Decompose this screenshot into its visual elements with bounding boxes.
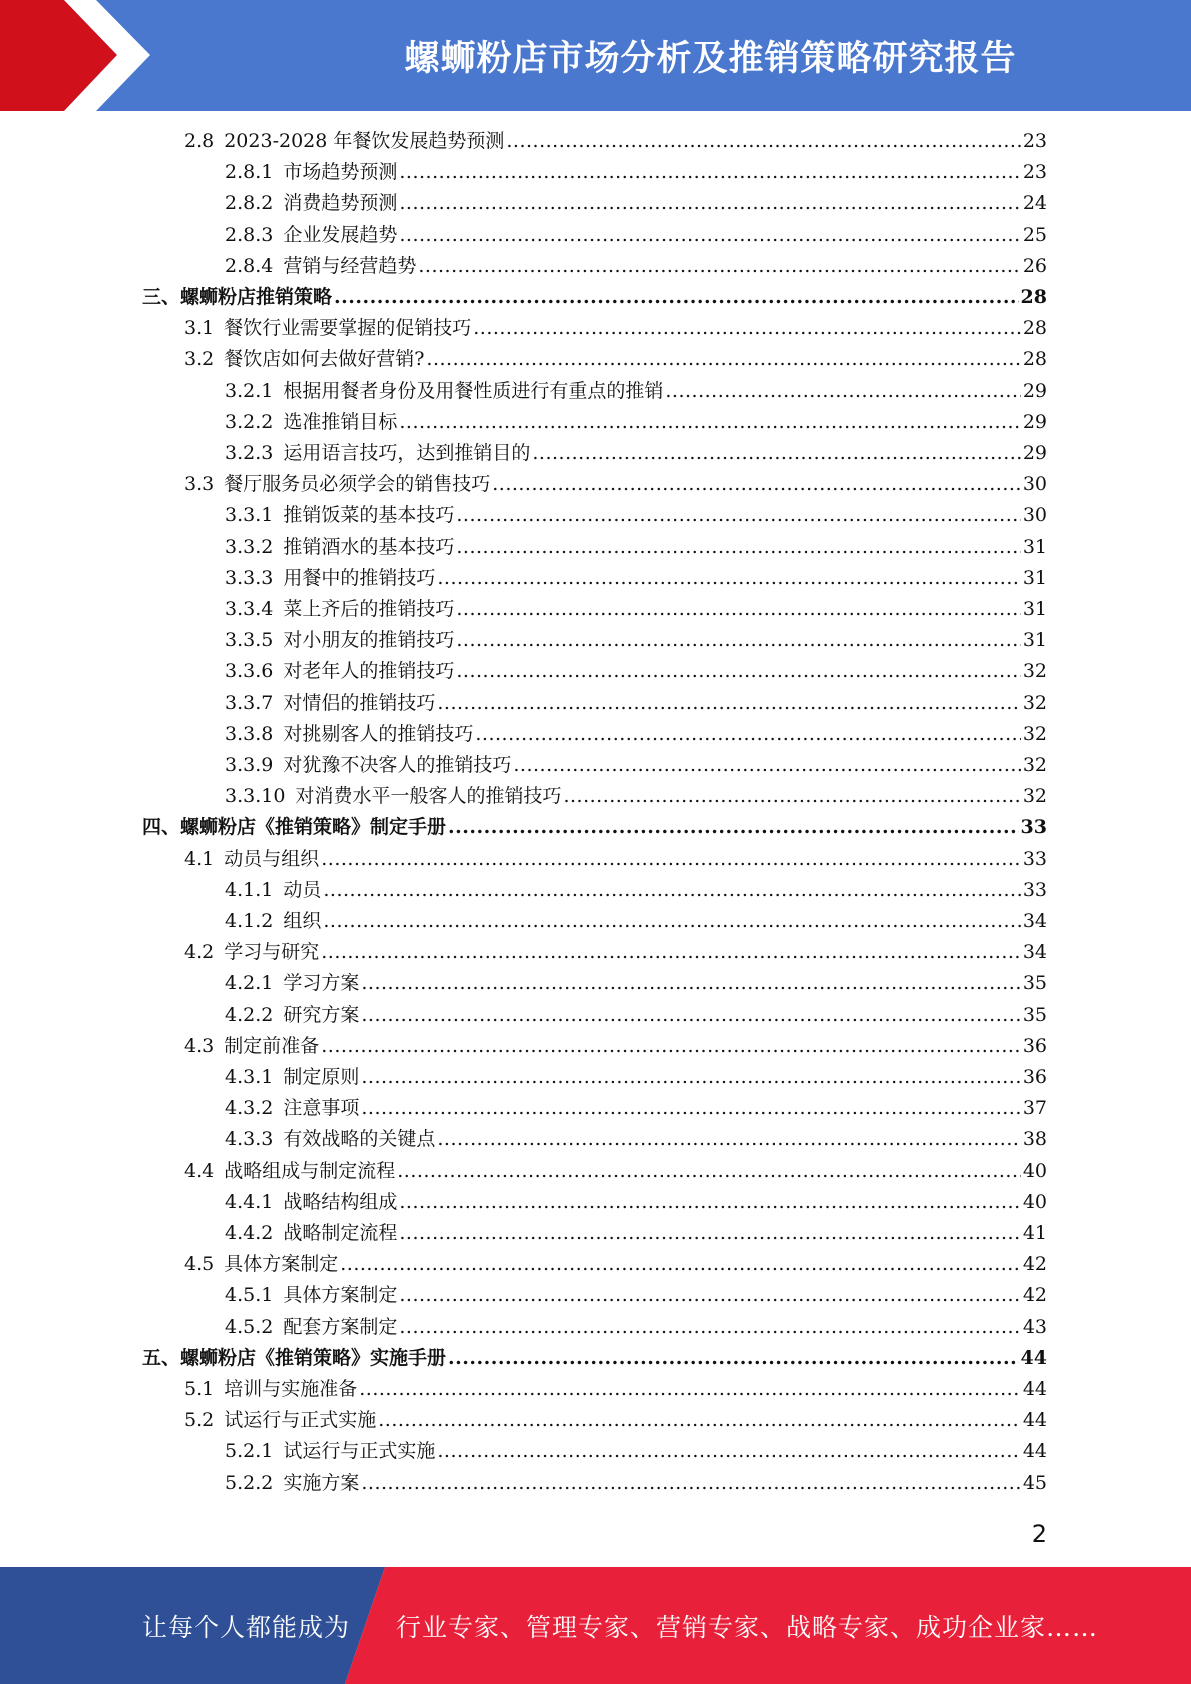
toc-entry-page: 44 (1022, 1440, 1047, 1463)
toc-dot-leader (361, 1000, 1020, 1030)
toc-dot-leader (399, 407, 1020, 437)
toc-entry-page: 28 (1022, 348, 1047, 371)
toc-entry-page: 32 (1022, 660, 1047, 683)
toc-entry-number: 3.3.3 (225, 566, 274, 589)
toc-entry-number: 5.1 (184, 1378, 215, 1400)
toc-entry-page: 32 (1022, 785, 1047, 808)
toc-entry-number: 3.3.7 (225, 691, 274, 714)
arrow-chevron-icon (0, 0, 160, 111)
toc-entry-title: 市场趋势预测 (283, 161, 398, 184)
toc-dot-leader (321, 1031, 1021, 1061)
toc-dot-leader (456, 500, 1020, 530)
toc-entry[interactable] (184, 313, 1047, 343)
toc-dot-leader (323, 906, 1020, 936)
toc-dot-leader (437, 1436, 1020, 1466)
toc-dot-leader (334, 282, 1019, 312)
page-footer (0, 1567, 1191, 1684)
toc-entry-page: 33 (1022, 878, 1047, 901)
toc-dot-leader (399, 188, 1020, 218)
toc-entry-page: 31 (1022, 566, 1047, 589)
toc-entry[interactable] (184, 1405, 1047, 1435)
toc-entry-title: 餐饮行业需要掌握的促销技巧 (224, 317, 472, 340)
toc-entry-page: 42 (1022, 1284, 1047, 1307)
toc-dot-leader (361, 968, 1020, 998)
toc-entry-title: 螺蛳粉店《推销策略》制定手册 (180, 816, 447, 839)
toc-entry-page: 36 (1022, 1034, 1047, 1057)
toc-dot-leader (437, 688, 1020, 718)
toc-dot-leader (399, 1312, 1020, 1342)
toc-entry[interactable] (225, 656, 1047, 686)
toc-entry[interactable] (225, 1062, 1047, 1092)
toc-entry-page: 40 (1022, 1159, 1047, 1182)
toc-entry-title: 2023-2028 年餐饮发展趋势预测 (224, 130, 505, 152)
toc-entry-title: 对挑剔客人的推销技巧 (283, 722, 474, 745)
toc-entry-page: 44 (1022, 1409, 1047, 1432)
toc-entry-page: 35 (1022, 972, 1047, 995)
toc-entry-title: 试运行与正式实施 (224, 1409, 377, 1432)
page-number: 2 (1031, 1520, 1047, 1548)
toc-entry-page: 35 (1022, 1003, 1047, 1026)
toc-entry-title: 对情侣的推销技巧 (283, 691, 436, 714)
toc-entry-title: 研究方案 (283, 1003, 360, 1026)
toc-dot-leader (506, 126, 1020, 156)
toc-dot-leader (448, 1343, 1019, 1373)
toc-entry-title: 对犹豫不决客人的推销技巧 (283, 754, 512, 776)
toc-entry[interactable] (225, 1124, 1047, 1154)
toc-entry-title: 选准推销目标 (283, 410, 398, 433)
toc-entry-number: 3.3.10 (225, 785, 286, 808)
toc-entry[interactable] (225, 875, 1047, 905)
toc-entry-title: 学习与研究 (224, 941, 320, 964)
toc-entry-title: 制定原则 (283, 1066, 360, 1088)
toc-entry-number: 3.3.6 (225, 660, 274, 683)
toc-entry-page: 32 (1022, 722, 1047, 745)
toc-entry-number: 5.2.1 (225, 1440, 274, 1463)
toc-dot-leader (378, 1405, 1021, 1435)
toc-entry-title: 战略结构组成 (283, 1190, 398, 1213)
toc-entry-page: 31 (1022, 629, 1047, 652)
toc-entry-number: 5.2.2 (225, 1471, 274, 1494)
toc-entry-title: 实施方案 (283, 1471, 360, 1494)
toc-entry-title: 具体方案制定 (283, 1284, 398, 1307)
toc-entry[interactable] (225, 1218, 1047, 1248)
toc-entry-page: 45 (1022, 1471, 1047, 1494)
toc-entry-page: 37 (1022, 1097, 1047, 1120)
toc-entry-number: 2.8 (184, 130, 215, 152)
toc-entry-title: 动员 (283, 878, 322, 901)
toc-entry-number: 4.1 (184, 847, 215, 870)
toc-entry-page: 44 (1022, 1378, 1047, 1400)
toc-entry-number: 3.3.8 (225, 722, 274, 745)
toc-entry-page: 43 (1022, 1315, 1047, 1338)
toc-entry[interactable] (225, 1312, 1047, 1342)
toc-entry[interactable] (142, 812, 1047, 842)
toc-dot-leader (418, 251, 1020, 281)
toc-entry[interactable] (142, 1343, 1047, 1373)
toc-entry-page: 41 (1022, 1222, 1047, 1244)
toc-entry-title: 注意事项 (283, 1097, 360, 1120)
toc-entry-number: 5.2 (184, 1409, 215, 1432)
toc-entry-title: 具体方案制定 (224, 1253, 339, 1276)
toc-dot-leader (456, 594, 1020, 624)
toc-entry-page: 36 (1022, 1066, 1047, 1088)
toc-entry-title: 消费趋势预测 (283, 192, 398, 215)
toc-entry-title: 菜上齐后的推销技巧 (283, 598, 455, 620)
toc-dot-leader (361, 1468, 1020, 1498)
toc-entry-title: 学习方案 (283, 972, 360, 995)
toc-dot-leader (321, 844, 1021, 874)
toc-entry-page: 34 (1022, 910, 1047, 932)
toc-entry[interactable] (225, 532, 1047, 562)
toc-entry-title: 螺蛳粉店《推销策略》实施手册 (180, 1346, 447, 1369)
toc-dot-leader (399, 1187, 1020, 1217)
toc-entry-number: 4.1.2 (225, 910, 274, 932)
toc-entry-page: 23 (1022, 130, 1047, 152)
toc-entry[interactable] (225, 1436, 1047, 1466)
toc-entry[interactable] (225, 1000, 1047, 1030)
toc-entry[interactable] (225, 719, 1047, 749)
toc-entry[interactable] (184, 469, 1047, 499)
toc-entry[interactable] (225, 407, 1047, 437)
toc-entry[interactable] (184, 344, 1047, 374)
toc-dot-leader (456, 656, 1020, 686)
toc-entry-number: 3.1 (184, 317, 215, 340)
toc-entry-title: 组织 (283, 910, 322, 932)
toc-entry-number: 4.4.2 (225, 1222, 274, 1244)
toc-entry[interactable] (225, 500, 1047, 530)
toc-entry[interactable] (225, 781, 1047, 811)
toc-dot-leader (397, 1156, 1021, 1186)
toc-entry-page: 24 (1022, 192, 1047, 215)
toc-dot-leader (437, 1124, 1020, 1154)
toc-entry-number: 3.2 (184, 348, 215, 371)
toc-entry-title: 动员与组织 (224, 847, 320, 870)
toc-dot-leader (361, 1062, 1020, 1092)
toc-entry[interactable] (225, 157, 1047, 187)
toc-dot-leader (399, 220, 1020, 250)
toc-entry-title: 餐厅服务员必须学会的销售技巧 (224, 473, 491, 496)
toc-entry-page: 44 (1020, 1346, 1047, 1369)
toc-entry-number: 3.3.9 (225, 754, 274, 776)
footer-slogan-right: 行业专家、管理专家、营销专家、战略专家、成功企业家…… (396, 1612, 1099, 1642)
toc-entry-page: 33 (1022, 847, 1047, 870)
toc-entry-number: 2.8.2 (225, 192, 274, 215)
toc-entry-number: 3.3 (184, 473, 215, 496)
toc-entry-page: 28 (1022, 317, 1047, 340)
toc-entry-number: 3.3.2 (225, 535, 274, 558)
toc-entry-title: 螺蛳粉店推销策略 (180, 286, 333, 308)
toc-dot-leader (340, 1249, 1021, 1279)
toc-dot-leader (665, 376, 1020, 406)
toc-entry-page: 29 (1022, 442, 1047, 464)
toc-entry-page: 29 (1022, 410, 1047, 433)
toc-entry[interactable] (184, 937, 1047, 967)
toc-entry-title: 培训与实施准备 (224, 1378, 358, 1400)
toc-entry-title: 战略制定流程 (283, 1222, 398, 1244)
toc-dot-leader (399, 1218, 1020, 1248)
toc-entry-number: 3.2.2 (225, 410, 274, 433)
toc-entry-page: 30 (1022, 504, 1047, 527)
toc-dot-leader (321, 937, 1021, 967)
toc-entry-page: 28 (1020, 286, 1047, 308)
toc-dot-leader (492, 469, 1021, 499)
toc-entry-title: 制定前准备 (224, 1034, 320, 1057)
toc-entry-number: 2.8.4 (225, 254, 274, 277)
toc-entry[interactable] (184, 126, 1047, 156)
toc-entry-number: 4.5 (184, 1253, 215, 1276)
toc-entry[interactable] (225, 438, 1047, 468)
toc-entry-title: 企业发展趋势 (283, 223, 398, 246)
toc-entry-title: 营销与经营趋势 (283, 254, 417, 277)
toc-entry-title: 对消费水平一般客人的推销技巧 (295, 785, 562, 808)
toc-entry-number: 4.4 (184, 1159, 215, 1182)
toc-entry-number: 3.2.3 (225, 442, 274, 464)
toc-entry-page: 40 (1022, 1190, 1047, 1213)
toc-entry[interactable] (225, 594, 1047, 624)
page-header (0, 0, 1191, 111)
toc-dot-leader (437, 563, 1020, 593)
report-title: 螺蛳粉店市场分析及推销策略研究报告 (404, 38, 1017, 79)
toc-entry-number: 4.2.2 (225, 1003, 274, 1026)
toc-entry[interactable] (225, 563, 1047, 593)
toc-entry[interactable] (225, 1187, 1047, 1217)
footer-slogan-left: 让每个人都能成为 (142, 1612, 351, 1642)
toc-entry-page: 31 (1022, 598, 1047, 620)
toc-entry[interactable] (184, 844, 1047, 874)
toc-entry[interactable] (225, 1280, 1047, 1310)
toc-dot-leader (456, 532, 1020, 562)
toc-entry-number: 4.5.2 (225, 1315, 274, 1338)
toc-entry-number: 4.5.1 (225, 1284, 274, 1307)
toc-dot-leader (359, 1374, 1021, 1404)
toc-entry-number: 4.2.1 (225, 972, 274, 995)
toc-entry-number: 4.3.3 (225, 1128, 274, 1151)
toc-entry[interactable] (225, 906, 1047, 936)
toc-entry-page: 30 (1022, 473, 1047, 496)
toc-entry-number: 五、 (142, 1346, 181, 1369)
toc-entry-page: 25 (1022, 223, 1047, 246)
toc-entry-title: 试运行与正式实施 (283, 1440, 436, 1463)
toc-entry-number: 三、 (142, 286, 181, 308)
toc-entry[interactable] (225, 188, 1047, 218)
toc-entry-number: 4.3.2 (225, 1097, 274, 1120)
toc-entry-number: 2.8.3 (225, 223, 274, 246)
toc-entry-page: 23 (1022, 161, 1047, 184)
toc-entry-title: 运用语言技巧，达到推销目的 (283, 442, 531, 464)
toc-entry-number: 3.2.1 (225, 379, 274, 402)
toc-entry[interactable] (225, 1468, 1047, 1498)
toc-dot-leader (426, 344, 1020, 374)
toc-entry-number: 2.8.1 (225, 161, 274, 184)
toc-entry[interactable] (225, 1093, 1047, 1123)
toc-dot-leader (456, 625, 1020, 655)
toc-entry-number: 四、 (142, 816, 181, 839)
toc-entry[interactable] (225, 251, 1047, 281)
toc-entry-number: 3.3.5 (225, 629, 274, 652)
toc-entry-page: 31 (1022, 535, 1047, 558)
toc-entry[interactable] (225, 220, 1047, 250)
toc-entry-title: 根据用餐者身份及用餐性质进行有重点的推销 (283, 379, 664, 402)
toc-dot-leader (399, 1280, 1020, 1310)
toc-entry-page: 33 (1020, 816, 1047, 839)
toc-entry-page: 26 (1022, 254, 1047, 277)
toc-entry-title: 有效战略的关键点 (283, 1128, 436, 1151)
toc-entry-title: 配套方案制定 (283, 1315, 398, 1338)
toc-entry-title: 推销酒水的基本技巧 (283, 535, 455, 558)
toc-entry[interactable] (142, 282, 1047, 312)
toc-entry-title: 用餐中的推销技巧 (283, 566, 436, 589)
toc-entry[interactable] (225, 376, 1047, 406)
toc-dot-leader (361, 1093, 1020, 1123)
toc-entry-page: 32 (1022, 754, 1047, 776)
toc-entry-number: 4.3 (184, 1034, 215, 1057)
toc-entry-number: 3.3.4 (225, 598, 274, 620)
toc-entry-title: 推销饭菜的基本技巧 (283, 504, 455, 527)
toc-entry-page: 42 (1022, 1253, 1047, 1276)
toc-entry-title: 餐饮店如何去做好营销? (224, 348, 425, 371)
toc-entry[interactable] (225, 750, 1047, 780)
toc-entry-page: 32 (1022, 691, 1047, 714)
toc-dot-leader (473, 313, 1021, 343)
toc-entry[interactable] (225, 968, 1047, 998)
toc-entry-title: 战略组成与制定流程 (224, 1159, 396, 1182)
toc-dot-leader (475, 719, 1020, 749)
toc-dot-leader (563, 781, 1020, 811)
toc-entry-page: 38 (1022, 1128, 1047, 1151)
toc-entry-number: 4.1.1 (225, 878, 274, 901)
toc-entry-page: 34 (1022, 941, 1047, 964)
toc-entry[interactable] (184, 1374, 1047, 1404)
toc-dot-leader (323, 875, 1020, 905)
toc-entry[interactable] (184, 1249, 1047, 1279)
toc-entry-number: 4.4.1 (225, 1190, 274, 1213)
toc-entry-title: 对小朋友的推销技巧 (283, 629, 455, 652)
toc-entry[interactable] (225, 625, 1047, 655)
toc-entry-title: 对老年人的推销技巧 (283, 660, 455, 683)
toc-dot-leader (513, 750, 1020, 780)
toc-entry[interactable] (184, 1156, 1047, 1186)
toc-entry-page: 29 (1022, 379, 1047, 402)
toc-entry[interactable] (225, 688, 1047, 718)
toc-entry-number: 4.2 (184, 941, 215, 964)
toc-dot-leader (448, 812, 1019, 842)
toc-dot-leader (399, 157, 1020, 187)
toc-entry[interactable] (184, 1031, 1047, 1061)
toc-entry-number: 4.3.1 (225, 1066, 274, 1088)
toc-dot-leader (532, 438, 1020, 468)
toc-entry-number: 3.3.1 (225, 504, 274, 527)
